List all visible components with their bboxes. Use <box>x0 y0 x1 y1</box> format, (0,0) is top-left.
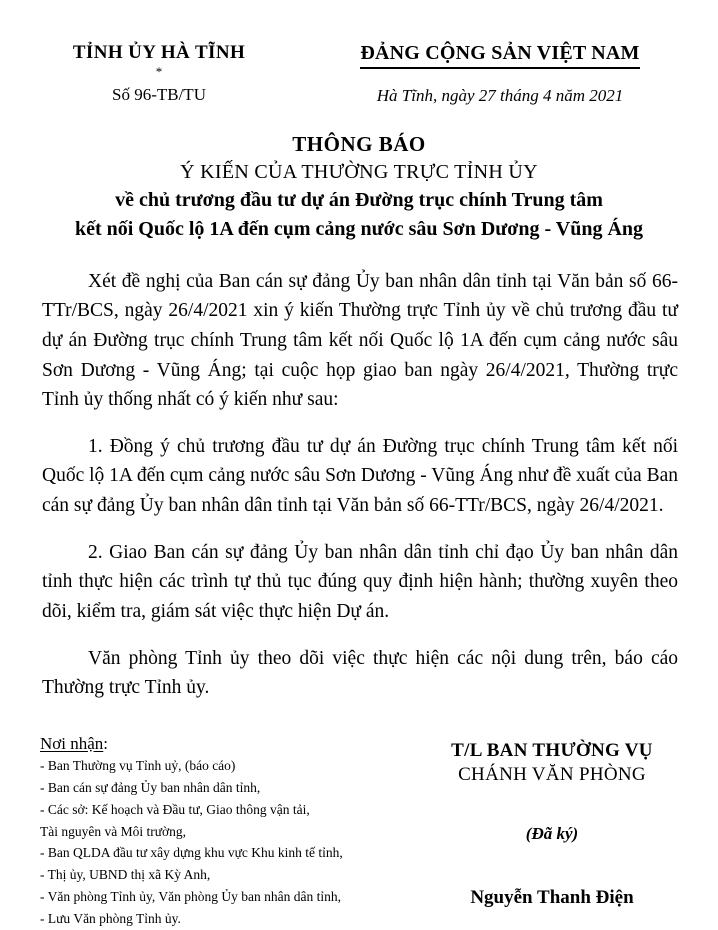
list-item: - Văn phòng Tỉnh ủy, Văn phòng Ủy ban nhân dân tỉnh, <box>40 889 341 905</box>
body-paragraph: 1. Đồng ý chủ trương đầu tư dự án Đường trục chính Trung tâm kết nối Quốc lộ 1A đến cụm cảng nước sâu Sơn Dương - Vũng Áng như đề xuất của Ban cán sự đảng Ủy ban nhân dân tỉnh tại Văn bản số 66-TTr/BCS, ngày 26/4/2021. <box>42 435 678 517</box>
title-subtitle-1: Ý KIẾN CỦA THƯỜNG TRỰC TỈNH ỦY <box>180 160 538 183</box>
list-item: Tài nguyên và Môi trường, <box>40 823 187 839</box>
signed-note: (Đã ký) <box>525 824 579 844</box>
recipients-heading-label: Nơi nhận <box>40 733 104 753</box>
header-left-block <box>0 42 300 106</box>
list-item: - Ban Thường vụ Tỉnh uỷ, (báo cáo) <box>40 758 236 774</box>
document-number: Số 96-TB/TU <box>112 85 206 105</box>
list-item: - Lưu Văn phòng Tỉnh ủy. <box>40 911 181 927</box>
issuing-organization: TỈNH ỦY HÀ TĨNH <box>72 42 246 63</box>
document-body <box>42 243 678 703</box>
signature-block <box>400 733 718 910</box>
page-title: THÔNG BÁO <box>292 132 426 157</box>
body-paragraph: 2. Giao Ban cán sự đảng Ủy ban nhân dân tỉnh chỉ đạo Ủy ban nhân dân tỉnh thực hiện các trình tự thủ tục đúng quy định hiện hành; thường xuyên theo dõi, kiểm tra, giám sát việc thực hiện Dự án. <box>42 541 678 622</box>
list-item: - Thị ủy, UBND thị xã Kỳ Anh, <box>40 867 211 883</box>
recipients-heading <box>40 733 400 754</box>
signature-position: CHÁNH VĂN PHÒNG <box>458 764 646 786</box>
separator-asterisk: * <box>155 63 163 79</box>
header-right-block <box>300 42 718 106</box>
document-header <box>0 0 718 106</box>
body-paragraph: Văn phòng Tỉnh ủy theo dõi việc thực hiện các nội dung trên, báo cáo Thường trực Tỉnh ủy. <box>42 647 678 699</box>
list-item: - Các sở: Kế hoạch và Đầu tư, Giao thông vận tải, <box>40 801 310 817</box>
list-item: - Ban cán sự đảng Ủy ban nhân dân tỉnh, <box>40 779 261 795</box>
place-and-date: Hà Tĩnh, ngày 27 tháng 4 năm 2021 <box>376 86 624 105</box>
recipients-list <box>40 755 400 930</box>
signature-authority: T/L BAN THƯỜNG VỤ <box>451 739 653 761</box>
list-item: - Ban QLDA đầu tư xây dựng khu vực Khu kinh tế tỉnh, <box>40 845 343 861</box>
recipients-block <box>0 733 400 930</box>
recipients-heading-colon: : <box>103 733 109 753</box>
signatory-name: Nguyễn Thanh Điện <box>470 886 634 908</box>
body-paragraph: Xét đề nghị của Ban cán sự đảng Ủy ban nhân dân tỉnh tại Văn bản số 66-TTr/BCS, ngày 26/4/2021 xin ý kiến Thường trực Tỉnh ủy về chủ trương đầu tư dự án Đường trục chính Trung tâm kết nối Quốc lộ 1A đến cụm cảng nước sâu Sơn Dương - Vũng Áng; tại cuộc họp giao ban ngày 26/4/2021, Thường trực Tỉnh ủy thống nhất có ý kiến như sau: <box>42 270 678 411</box>
national-motto: ĐẢNG CỘNG SẢN VIỆT NAM <box>360 42 639 69</box>
document-footer <box>0 733 718 930</box>
title-subtitle-2: về chủ trương đầu tư dự án Đường trục chính Trung tâm <box>115 188 603 211</box>
title-subtitle-3: kết nối Quốc lộ 1A đến cụm cảng nước sâu Sơn Dương - Vũng Áng <box>74 217 644 240</box>
document-title-block <box>0 131 718 242</box>
